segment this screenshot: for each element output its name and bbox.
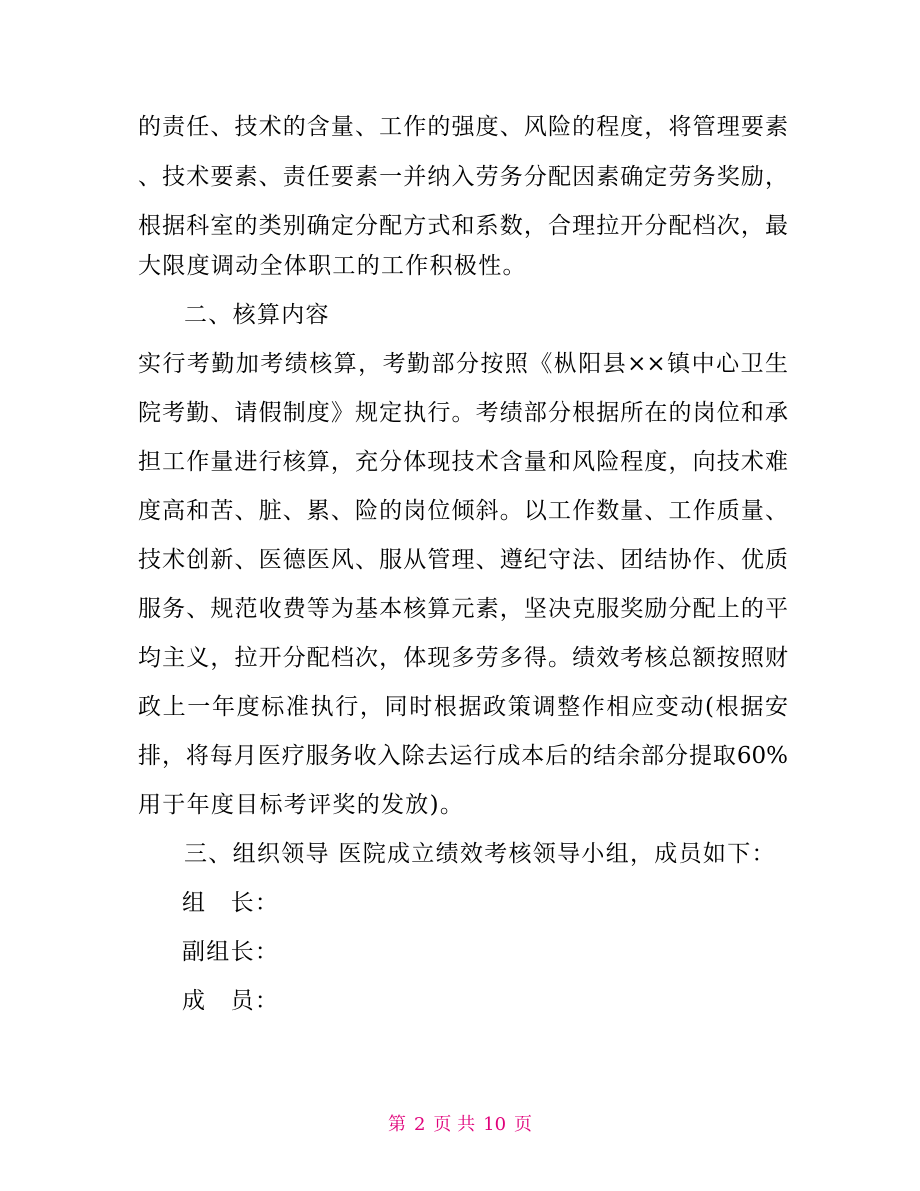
paragraph-line: 担工作量进行核算，充分体现技术含量和风险程度，向技术难 [138,449,788,475]
paragraph-line: 根据科室的类别确定分配方式和系数，合理拉开分配档次，最 [138,213,788,239]
total-pages-number: 10 [483,1114,507,1135]
committee-deputy-line: 副组长： [182,939,280,965]
section-heading: 二、核算内容 [184,302,330,328]
paragraph-line: 的责任、技术的含量、工作的强度、风险的程度，将管理要素 [138,114,788,140]
paragraph-line: 政上一年度标准执行，同时根据政策调整作相应变动(根据安 [138,694,788,720]
paragraph-line: 院考勤、请假制度》规定执行。考绩部分根据所在的岗位和承 [138,400,788,426]
paragraph-line: 均主义，拉开分配档次，体现多劳多得。绩效考核总额按照财 [138,645,788,671]
paragraph-line: 度高和苦、脏、累、险的岗位倾斜。以工作数量、工作质量、 [138,498,788,524]
current-page-number: 2 [413,1114,426,1135]
paragraph-line: 用于年度目标考评奖的发放)。 [138,792,465,818]
section-heading: 三、组织领导 医院成立绩效考核领导小组，成员如下： [184,841,776,867]
page-label-mid: 页 共 [433,1114,476,1135]
paragraph-line: 技术创新、医德医风、服从管理、遵纪守法、团结协作、优质 [138,547,788,573]
page-label-prefix: 第 [387,1114,406,1135]
paragraph-line: 实行考勤加考绩核算，考勤部分按照《枞阳县××镇中心卫生 [138,351,788,377]
committee-members-line: 成 员： [182,988,280,1014]
committee-leader-line: 组 长： [182,890,280,916]
page-label-suffix: 页 [514,1114,533,1135]
paragraph-line: 排，将每月医疗服务收入除去运行成本后的结余部分提取60% [138,743,788,769]
paragraph-line: 大限度调动全体职工的工作积极性。 [138,253,527,279]
page-footer [0,1112,920,1138]
paragraph-line: 服务、规范收费等为基本核算元素，坚决克服奖励分配上的平 [138,596,788,622]
paragraph-line: 、技术要素、责任要素一并纳入劳务分配因素确定劳务奖励， [138,164,788,190]
